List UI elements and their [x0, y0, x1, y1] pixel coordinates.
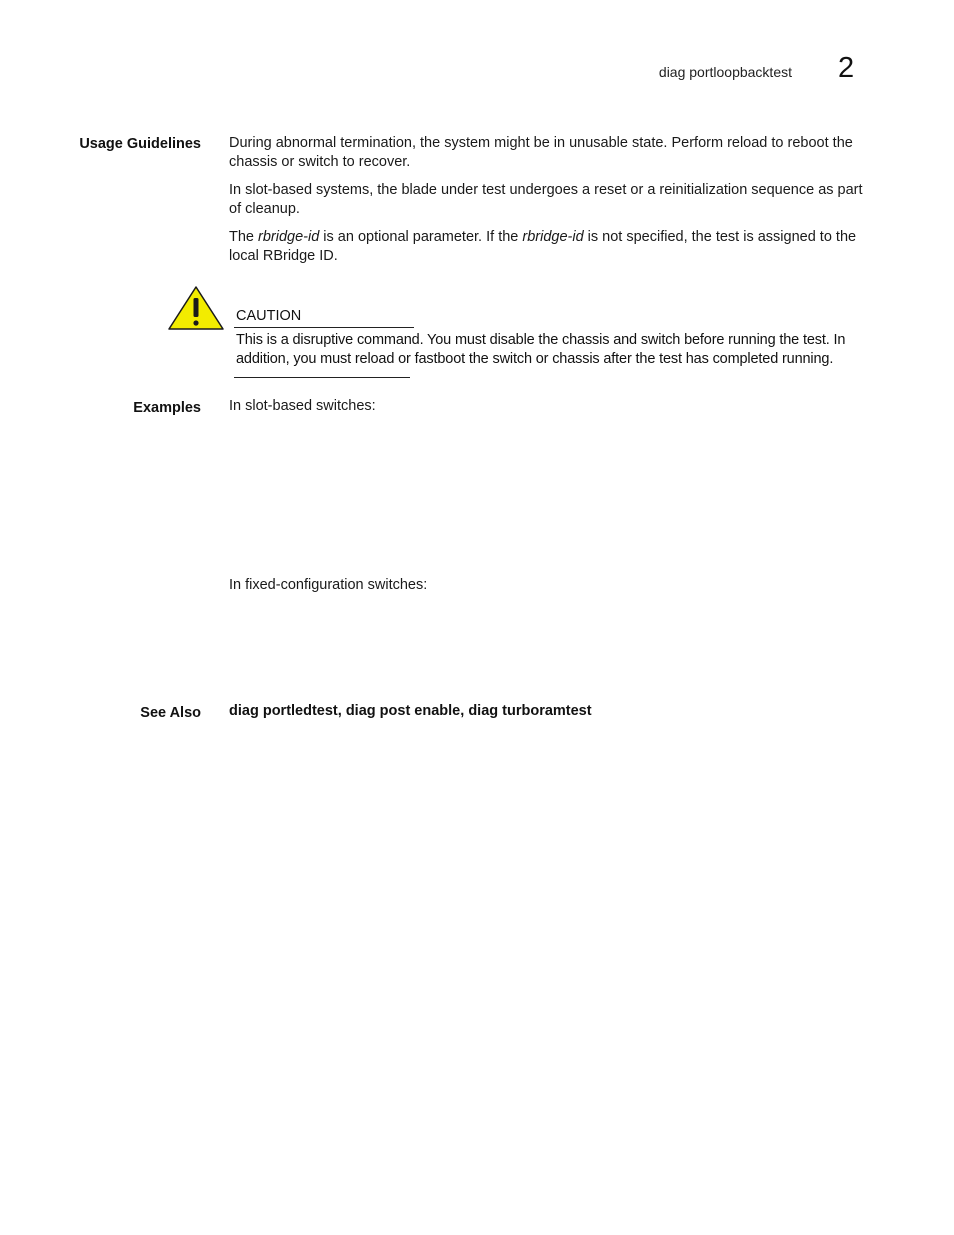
see-also-links: [229, 703, 592, 719]
examples-label: Examples: [133, 400, 201, 416]
para3-prefix: The: [229, 229, 259, 245]
running-header-title: diag portloopbacktest: [658, 64, 792, 80]
usage-paragraph-1-text: During abnormal termination, the system might be in unusable state. Perform reload to reboot the chassis or switch to recover.: [229, 135, 853, 170]
chapter-number: 2: [838, 52, 855, 84]
warning-triangle-icon: [167, 285, 225, 331]
usage-paragraph-2: [229, 181, 874, 219]
usage-guidelines-label: Usage Guidelines: [79, 136, 201, 152]
usage-paragraph-2-text: In slot-based systems, the blade under test undergoes a reset or a reinitialization sequence as part of cleanup.: [229, 182, 863, 217]
see-also-separator: ,: [460, 703, 469, 719]
caution-rule-top: [234, 327, 414, 328]
para3-suffix: is not specified, the test is assigned to the local RBridge ID.: [229, 229, 857, 264]
caution-text: This is a disruptive command. You must disable the chassis and switch before running the test. In addition, you must reload or fastboot the switch or chassis after the test has completed running.: [236, 332, 846, 367]
examples-fixed-config-text: In fixed-configuration switches:: [229, 577, 428, 593]
examples-slot-based-text: In slot-based switches:: [229, 398, 376, 414]
see-also-link-diag-post-enable[interactable]: diag post enable: [345, 703, 461, 719]
para3-term-rbridge-id-2: rbridge-id: [522, 229, 584, 245]
see-also-separator: ,: [337, 703, 346, 719]
caution-title: CAUTION: [236, 308, 302, 324]
para3-mid: is an optional parameter. If the: [319, 229, 523, 245]
usage-paragraph-3: [229, 228, 874, 266]
see-also-link-diag-turboramtest[interactable]: diag turboramtest: [468, 703, 592, 719]
usage-paragraph-1: [229, 134, 874, 172]
see-also-label: See Also: [140, 705, 201, 721]
para3-term-rbridge-id: rbridge-id: [258, 229, 320, 245]
usage-paragraph-3-text: [229, 228, 874, 266]
caution-rule-bottom: [234, 377, 410, 378]
see-also-link-diag-portledtest[interactable]: diag portledtest: [229, 703, 338, 719]
